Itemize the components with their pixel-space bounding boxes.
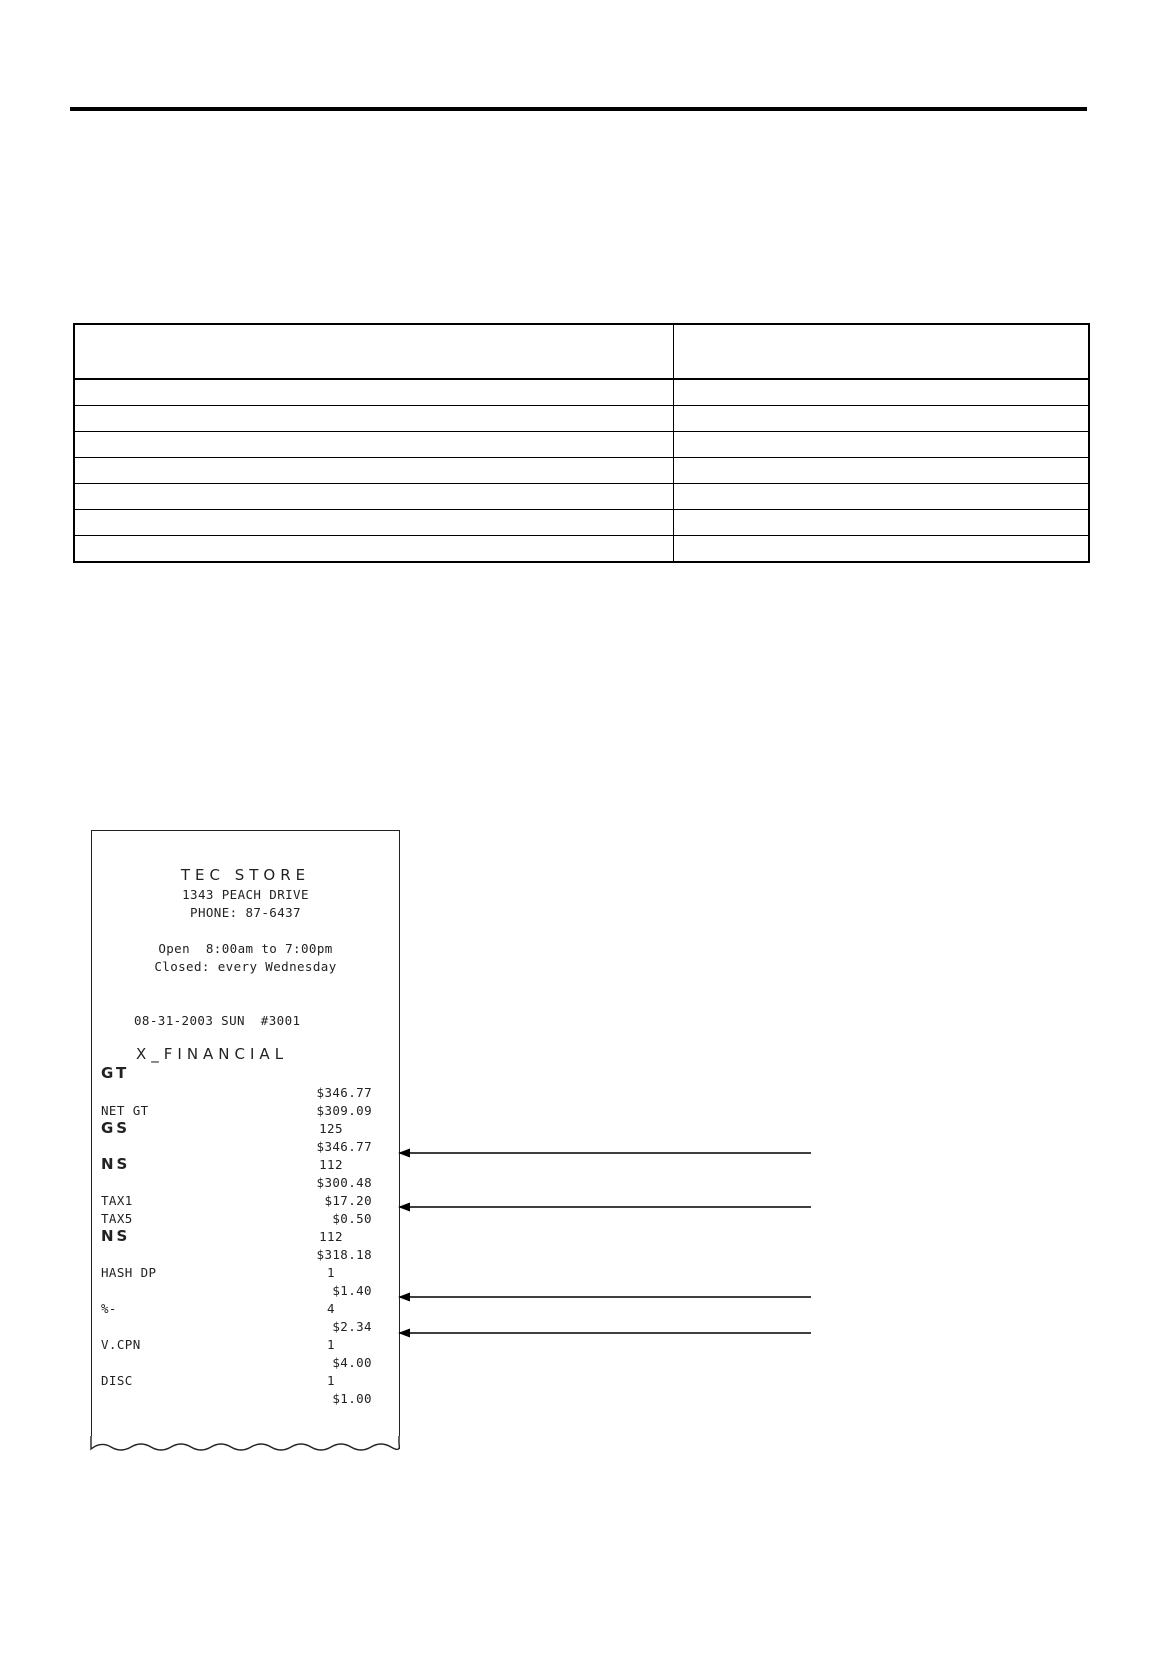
vcpn-count: 1 bbox=[327, 1337, 335, 1352]
table-row bbox=[74, 406, 1089, 432]
percent-minus-amount: $2.34 bbox=[332, 1319, 372, 1334]
table-row bbox=[74, 458, 1089, 484]
table-row bbox=[74, 536, 1089, 563]
table-cell bbox=[673, 536, 1089, 563]
gs-count: 125 bbox=[319, 1121, 343, 1136]
store-closed: Closed: every Wednesday bbox=[154, 959, 337, 974]
table-cell bbox=[74, 379, 673, 406]
table-row bbox=[74, 379, 1089, 406]
arrow-left-icon bbox=[398, 1328, 811, 1338]
table-row bbox=[74, 432, 1089, 458]
table-cell bbox=[673, 379, 1089, 406]
ns-amount: $300.48 bbox=[316, 1175, 372, 1190]
hash-dp-label: HASH DP bbox=[101, 1265, 157, 1280]
store-hours: Open 8:00am to 7:00pm bbox=[158, 941, 333, 956]
store-address: 1343 PEACH DRIVE bbox=[182, 887, 309, 902]
ns-label: NS bbox=[101, 1227, 131, 1245]
table-cell bbox=[74, 458, 673, 484]
table-header-row bbox=[74, 324, 1089, 379]
percent-minus-count: 4 bbox=[327, 1301, 335, 1316]
table-cell bbox=[673, 458, 1089, 484]
store-phone: PHONE: 87-6437 bbox=[190, 905, 301, 920]
hash-dp-amount: $1.40 bbox=[332, 1283, 372, 1298]
table-cell bbox=[673, 406, 1089, 432]
receipt bbox=[91, 830, 400, 1449]
disc-count: 1 bbox=[327, 1373, 335, 1388]
arrow-left-icon bbox=[398, 1148, 811, 1158]
gs-label: GS bbox=[101, 1119, 131, 1137]
table-row bbox=[74, 484, 1089, 510]
receipt-torn-edge bbox=[90, 1436, 400, 1458]
arrow-left-icon bbox=[398, 1202, 811, 1212]
top-rule bbox=[70, 107, 1087, 111]
tax5-amount: $0.50 bbox=[332, 1211, 372, 1226]
vcpn-amount: $4.00 bbox=[332, 1355, 372, 1370]
table-row bbox=[74, 510, 1089, 536]
table-cell bbox=[74, 510, 673, 536]
table-header-cell bbox=[74, 324, 673, 379]
percent-minus-label: %- bbox=[101, 1301, 117, 1316]
table-cell bbox=[673, 484, 1089, 510]
ns-label: NS bbox=[101, 1155, 131, 1173]
gs-amount: $346.77 bbox=[316, 1139, 372, 1154]
ns-count: 112 bbox=[319, 1229, 343, 1244]
net-gt-amount: $309.09 bbox=[316, 1103, 372, 1118]
description-table-container bbox=[73, 323, 1090, 563]
ns-amount: $318.18 bbox=[316, 1247, 372, 1262]
tax5-label: TAX5 bbox=[101, 1211, 133, 1226]
ns-count: 112 bbox=[319, 1157, 343, 1172]
store-name: TEC STORE bbox=[180, 866, 311, 884]
disc-amount: $1.00 bbox=[332, 1391, 372, 1406]
table-cell bbox=[673, 510, 1089, 536]
net-gt-label: NET GT bbox=[101, 1103, 149, 1118]
arrow-left-icon bbox=[398, 1292, 811, 1302]
disc-label: DISC bbox=[101, 1373, 133, 1388]
report-title: X_FINANCIAL bbox=[136, 1045, 289, 1063]
receipt-date-line: 08-31-2003 SUN #3001 bbox=[134, 1013, 301, 1028]
vcpn-label: V.CPN bbox=[101, 1337, 141, 1352]
table-cell bbox=[673, 432, 1089, 458]
table-cell bbox=[74, 536, 673, 563]
tax1-amount: $17.20 bbox=[324, 1193, 372, 1208]
gt-amount: $346.77 bbox=[316, 1085, 372, 1100]
description-table bbox=[73, 323, 1090, 563]
table-cell bbox=[74, 432, 673, 458]
table-cell bbox=[74, 406, 673, 432]
tax1-label: TAX1 bbox=[101, 1193, 133, 1208]
table-cell bbox=[74, 484, 673, 510]
hash-dp-count: 1 bbox=[327, 1265, 335, 1280]
table-header-cell bbox=[673, 324, 1089, 379]
gt-label: GT bbox=[101, 1064, 130, 1082]
